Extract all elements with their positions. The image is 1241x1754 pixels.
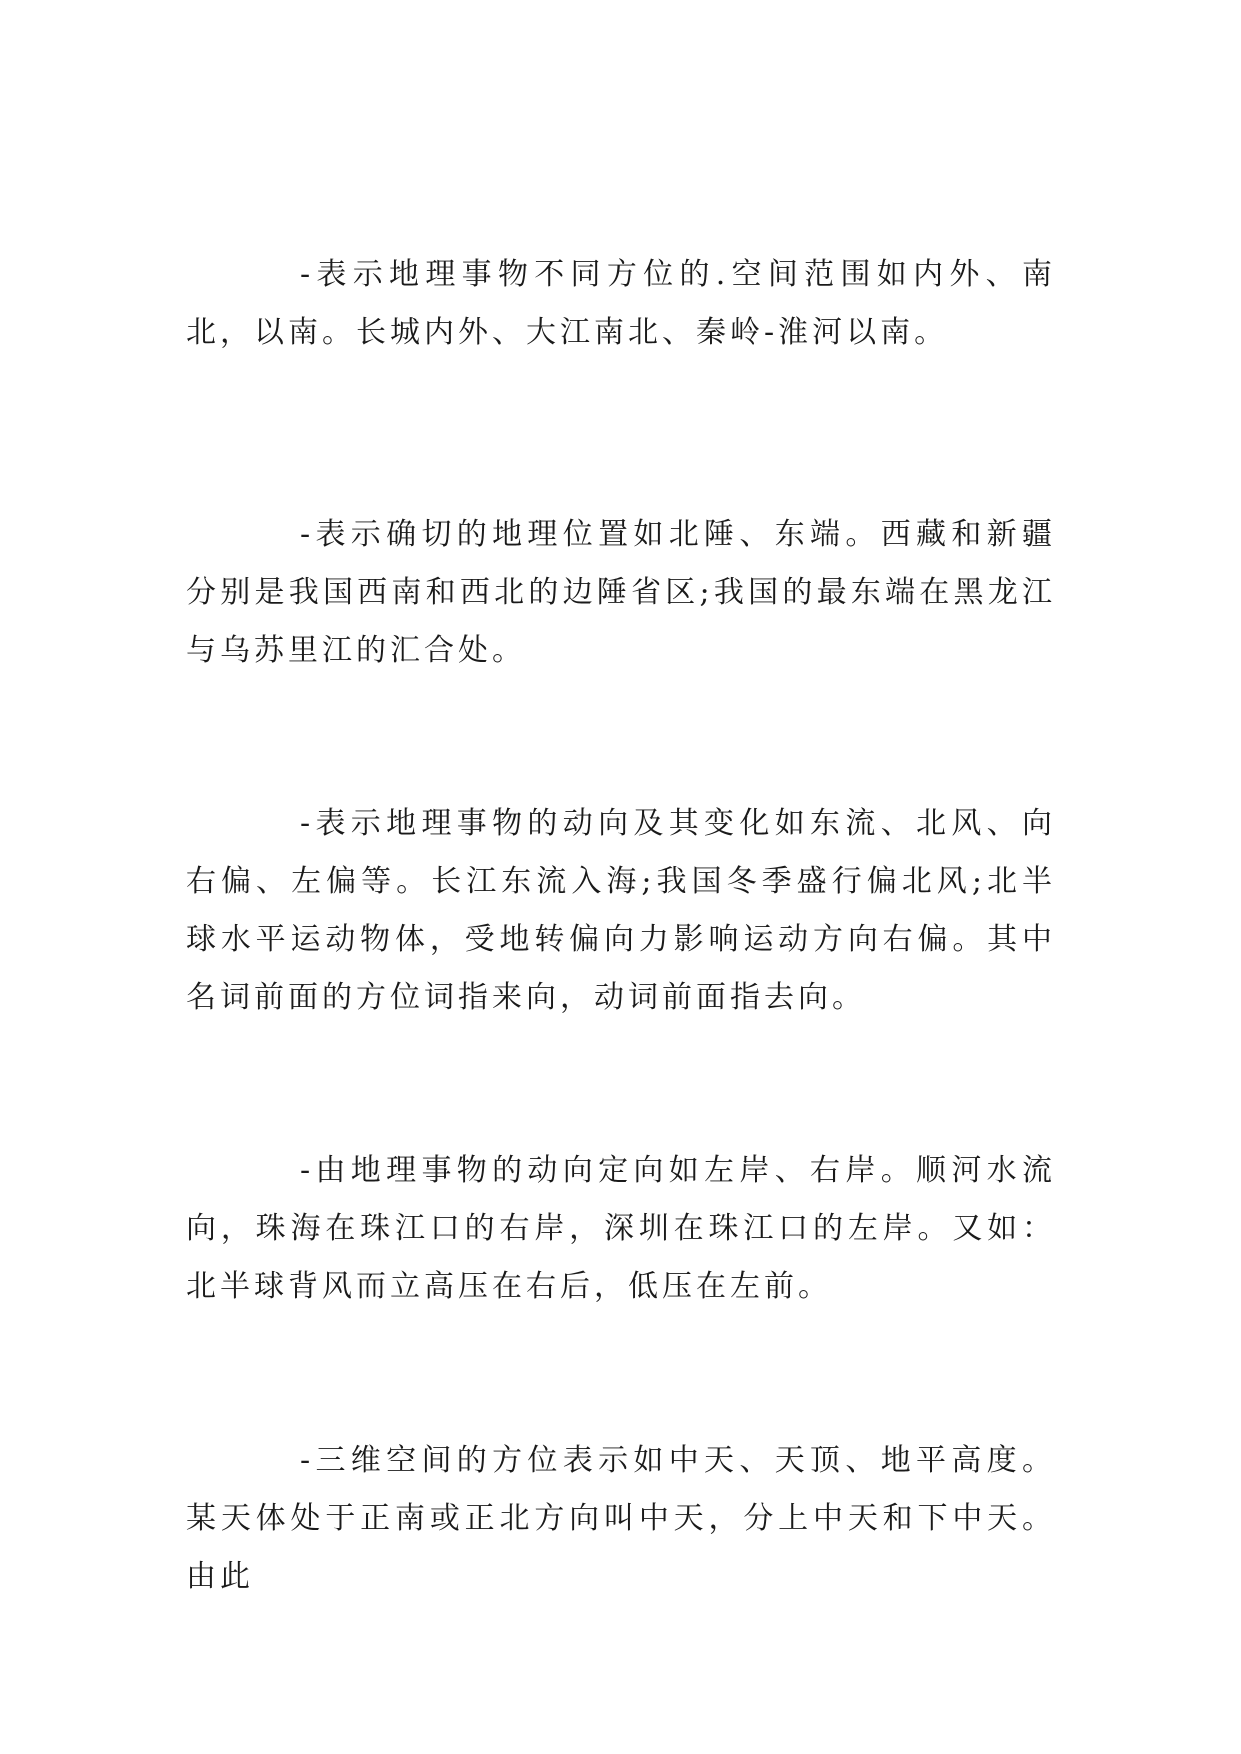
paragraph-spatial-range: -表示地理事物不同方位的.空间范围如内外、南北，以南。长城内外、大江南北、秦岭-淮河以南。: [186, 257, 1056, 350]
paragraph-bank-orientation: -由地理事物的动向定向如左岸、右岸。顺河水流向，珠海在珠江口的右岸，深圳在珠江口的左岸。又如：北半球背风而立高压在右后，低压在左前。: [186, 1153, 1056, 1304]
paragraph-exact-location: -表示确切的地理位置如北陲、东端。西藏和新疆分别是我国西南和西北的边陲省区;我国的最东端在黑龙江与乌苏里江的汇合处。: [186, 517, 1056, 668]
paragraph-movement-direction: -表示地理事物的动向及其变化如东流、北风、向右偏、左偏等。长江东流入海;我国冬季盛行偏北风;北半球水平运动物体，受地转偏向力影响运动方向右偏。其中名词前面的方位词指来向，动词前面指去向。: [186, 806, 1056, 1015]
paragraph-3d-orientation: -三维空间的方位表示如中天、天顶、地平高度。某天体处于正南或正北方向叫中天，分上中天和下中天。由此: [186, 1443, 1056, 1594]
